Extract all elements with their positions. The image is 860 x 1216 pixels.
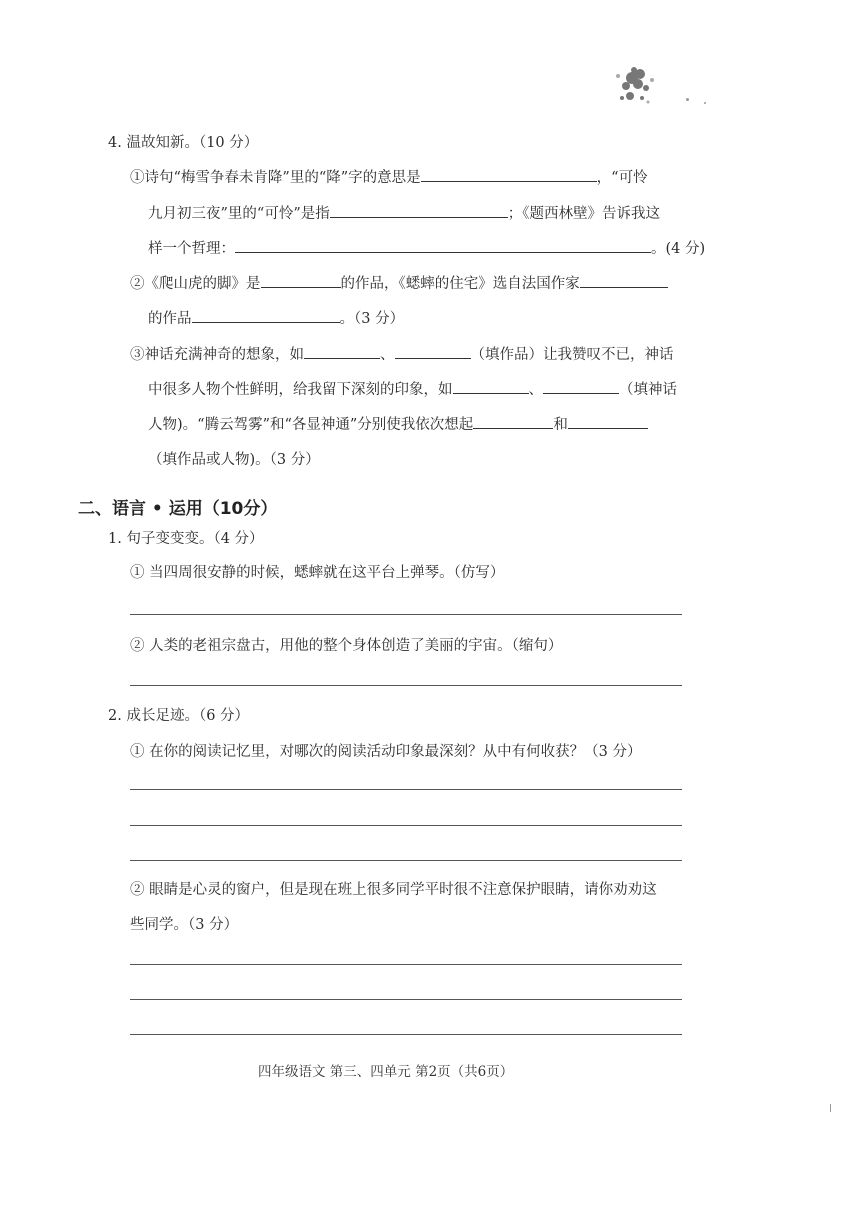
section-2-heading: 二、语言 • 运用（10分） [78,499,278,519]
q4-item3-text: 和 [553,417,568,433]
answer-line[interactable] [130,614,682,615]
q4-item3-line3 [148,414,648,435]
q4-item3-separator: 、 [380,347,395,363]
answer-blank[interactable] [543,379,619,394]
q2-prompt-2-line1: ② 眼睛是心灵的窗户，但是现在班上很多同学平时很不注意保护眼睛，请你劝劝这 [130,882,657,898]
q4-item1-text: ①诗句“梅雪争春未肯降”里的“降”字的意思是 [130,170,421,186]
answer-blank[interactable] [395,344,471,359]
q1-sentence-1: ① 当四周很安静的时候，蟋蟀就在这平台上弹琴。（仿写） [130,565,505,581]
answer-line[interactable] [130,860,682,861]
q4-item3-text: （填作品）让我赞叹不已，神话 [470,347,674,363]
answer-blank[interactable] [261,273,341,288]
q4-item3-line4: （填作品或人物)。（3 分） [148,452,320,468]
q4-item1-text: 九月初三夜”里的“可怜”是指 [148,206,330,222]
q4-item1-line1 [130,167,648,188]
q4-item1-line3 [148,238,705,259]
q4-item3-separator: 、 [528,382,543,398]
q4-item1-text: ；《题西林壁》告诉我这 [507,206,660,222]
scan-speck [704,102,706,104]
q1-sentence-2: ② 人类的老祖宗盘古，用他的整个身体创造了美丽的宇宙。（缩句） [130,638,563,654]
answer-blank[interactable] [192,308,340,323]
answer-line[interactable] [130,789,682,790]
answer-blank[interactable] [330,203,508,218]
q4-item3-line1 [130,344,674,365]
q4-item2-text: 的作品，《蟋蟀的住宅》选自法国作家 [340,276,580,292]
question-1-title: 1. 句子变变变。（4 分） [108,531,264,547]
scan-smudge-mark [612,58,664,110]
scan-speck [830,1104,831,1112]
answer-line[interactable] [130,685,682,686]
q4-item1-text: 。(4 分) [651,241,706,257]
q4-item3-text: ③神话充满神奇的想象，如 [130,347,304,363]
question-2-title: 2. 成长足迹。（6 分） [108,708,250,724]
answer-blank[interactable] [304,344,380,359]
answer-blank[interactable] [580,273,668,288]
q4-item2-text: 。（3 分） [339,311,405,327]
q4-item1-text: ，“可怜 [596,170,648,186]
q4-item3-text: 人物)。“腾云驾雾”和“各显神通”分别使我依次想起 [148,417,474,433]
q4-item2-text: 的作品 [148,311,192,327]
page-footer: 四年级语文 第三、四单元 第2页（共6页） [258,1064,514,1080]
scan-speck [686,98,689,101]
answer-line[interactable] [130,1034,682,1035]
answer-blank[interactable] [421,167,597,182]
q4-item2-text: ②《爬山虎的脚》是 [130,276,261,292]
answer-blank[interactable] [473,414,553,429]
answer-line[interactable] [130,825,682,826]
answer-line[interactable] [130,964,682,965]
answer-blank[interactable] [453,379,529,394]
answer-blank[interactable] [235,238,651,253]
answer-line[interactable] [130,999,682,1000]
q2-prompt-2-line2: 些同学。（3 分） [130,917,239,933]
q4-item2-line1 [130,273,668,294]
question-4-title: 4. 温故知新。（10 分） [108,135,259,151]
q4-item2-line2 [148,308,404,329]
q4-item3-line2 [148,379,677,400]
q2-prompt-1: ① 在你的阅读记忆里，对哪次的阅读活动印象最深刻？从中有何收获？（3 分） [130,744,642,760]
answer-blank[interactable] [568,414,648,429]
q4-item1-line2 [148,203,660,224]
q4-item1-text: 样一个哲理： [148,241,235,257]
q4-item3-text: 中很多人物个性鲜明，给我留下深刻的印象，如 [148,382,453,398]
q4-item3-text: （填神话 [619,382,677,398]
